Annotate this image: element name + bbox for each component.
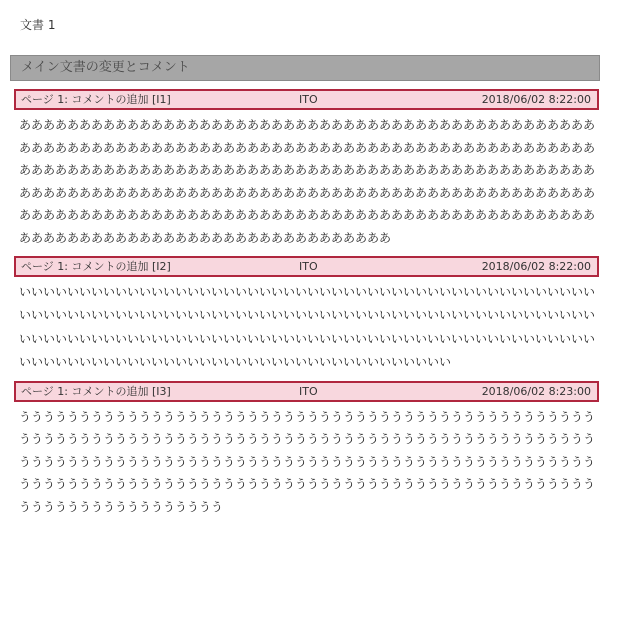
comment-header[interactable] xyxy=(14,256,599,277)
comment-page-label: ページ 1: コメントの追加 [I3] xyxy=(21,384,171,398)
comment-item xyxy=(14,256,599,375)
comment-body: いいいいいいいいいいいいいいいいいいいいいいいいいいいいいいいいいいいいいいいいいいいいいいいいいいいいいいいいいいいいいいいいいいいいいいいいいいいいいいいいいいいいいいいいいいいいいいいいいいいいいいいいいいいいいいいいいいいいいいいいいいいいいいいいいいいいいいいいいいいいいいいいいいいいいいいいいいいいいいいいいいいいいいいいいいいいいいいいいいいい xyxy=(19,284,596,370)
comment-date: 2018/06/02 8:22:00 xyxy=(481,93,591,106)
comment-date: 2018/06/02 8:22:00 xyxy=(481,259,591,273)
comment-author: ITO xyxy=(299,384,318,398)
comment-page-label: ページ 1: コメントの追加 [I1] xyxy=(21,93,171,106)
comment-header[interactable] xyxy=(14,381,599,402)
comment-header[interactable] xyxy=(14,89,599,110)
document-title: 文書 1 xyxy=(20,18,56,32)
section-banner: メイン文書の変更とコメント xyxy=(10,55,600,81)
comment-list xyxy=(14,89,599,525)
comment-page-label: ページ 1: コメントの追加 [I2] xyxy=(21,259,171,273)
comment-date: 2018/06/02 8:23:00 xyxy=(481,384,591,398)
comment-body: ううううううううううううううううううううううううううううううううううううううううううううううううううううううううううううううううううううううううううううううううううううううううううううううううううううううううううううううううううううううううううううううううううううううううううううううううううううううううううううううううううううううううううううううううううううううううううううううううううううううううううううううううう xyxy=(19,409,596,514)
comment-item xyxy=(14,381,599,519)
comment-author: ITO xyxy=(299,259,318,273)
comment-author: ITO xyxy=(299,93,318,106)
comment-item xyxy=(14,89,599,250)
comment-body: あああああああああああああああああああああああああああああああああああああああああああああああああああああああああああああああああああああああああああああああああああああああああああああああああああああああああああああああああああああああああああああああああああああああああああああああああああああああああああああああああああああああああああああああああああああああああああああああああああああああああああああああああああああああああああああああああああああああああああああああああああああああああああああああああああああああああああああああ xyxy=(19,118,596,245)
